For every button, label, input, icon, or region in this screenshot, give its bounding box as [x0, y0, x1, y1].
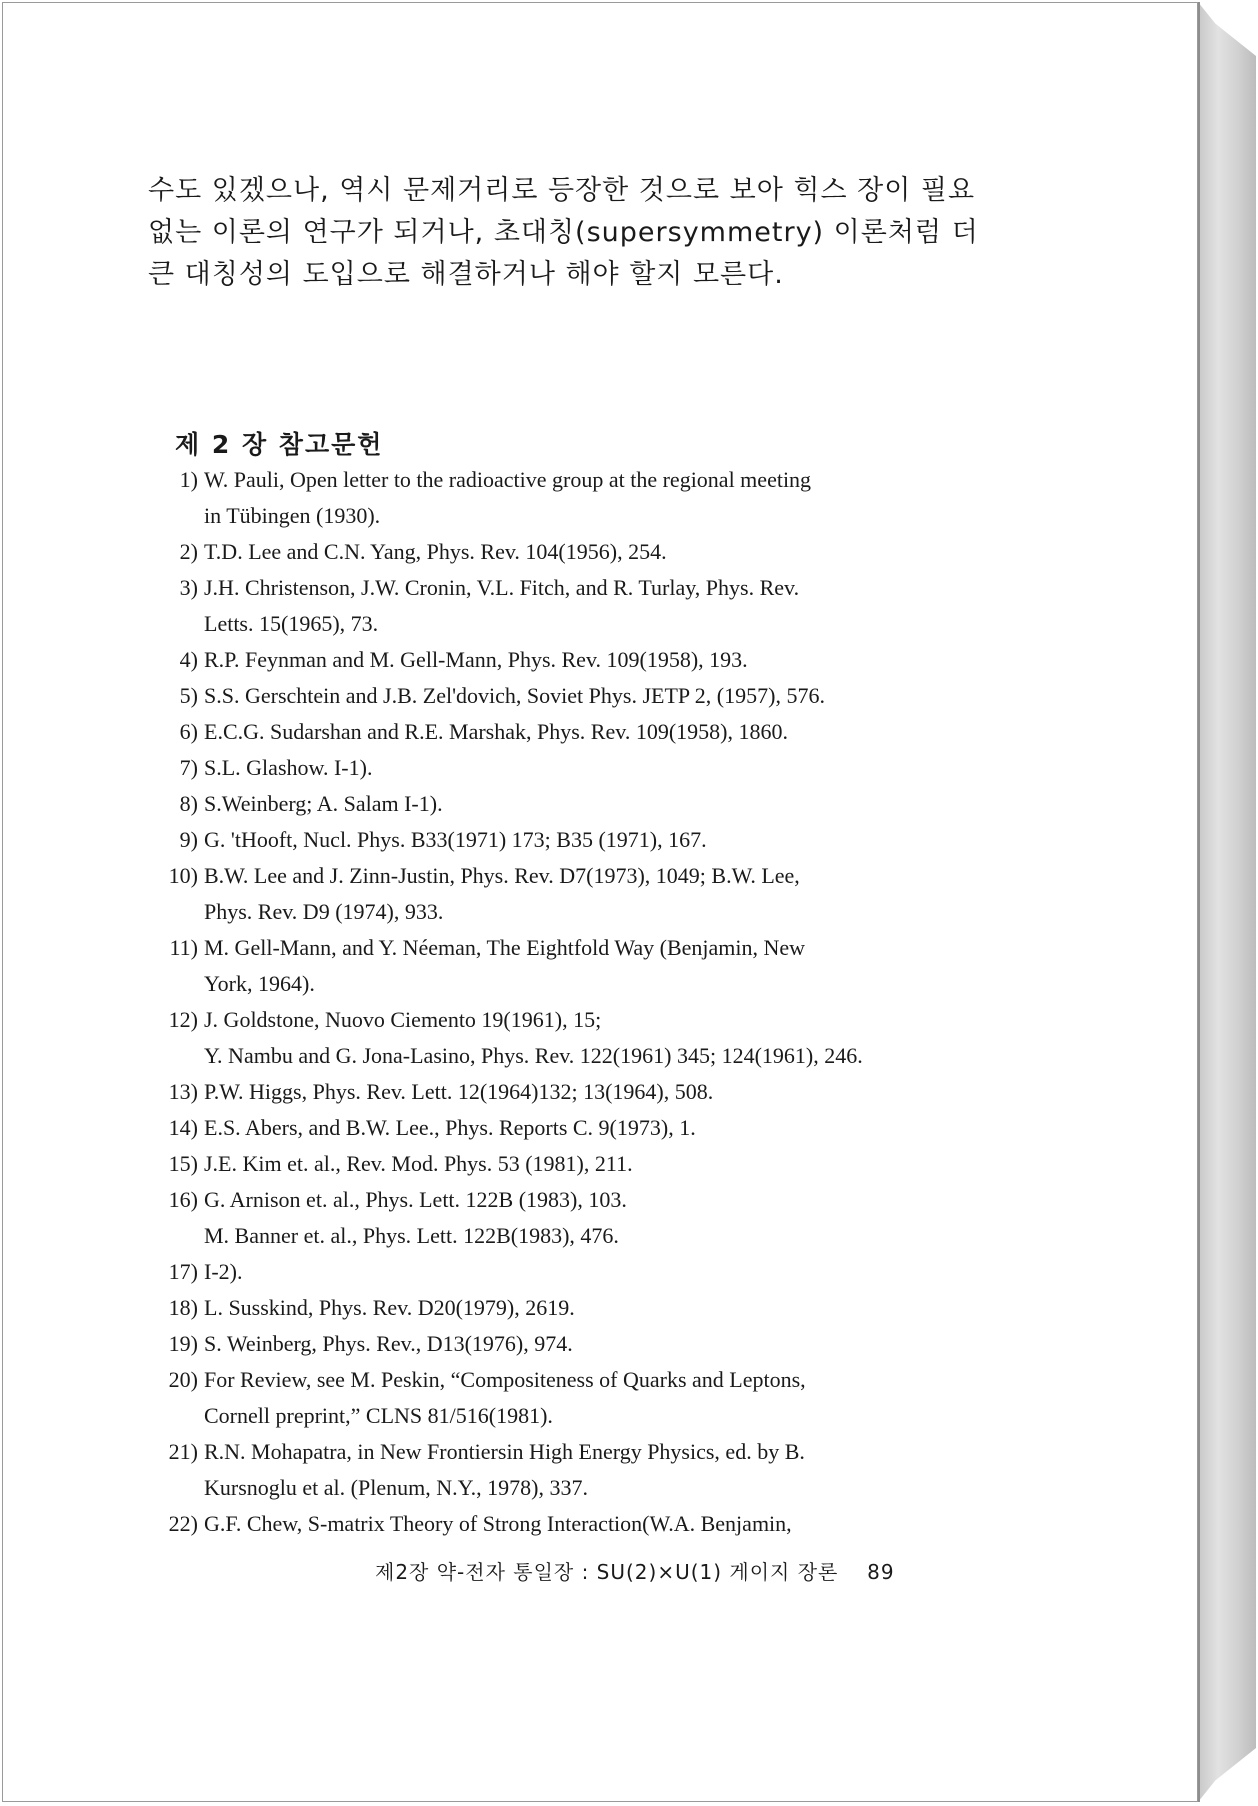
reference-line: R.P. Feynman and M. Gell-Mann, Phys. Rev. 109(1958), 193. — [204, 647, 748, 672]
reference-line: York, 1964). — [204, 971, 315, 996]
reference-item — [148, 642, 998, 678]
reference-line: J. Goldstone, Nuovo Ciemento 19(1961), 15; — [204, 1007, 602, 1032]
reference-line: E.S. Abers, and B.W. Lee., Phys. Reports C. 9(1973), 1. — [204, 1115, 696, 1140]
reference-text — [204, 534, 998, 570]
body-line-1: 수도 있겠으나, 역시 문제거리로 등장한 것으로 보아 힉스 장이 필요 — [148, 175, 976, 206]
reference-line: Cornell preprint,” CLNS 81/516(1981). — [204, 1403, 553, 1428]
body-line-3: 큰 대칭성의 도입으로 해결하거나 해야 할지 모른다. — [148, 259, 784, 290]
reference-text — [204, 858, 998, 930]
reference-number: 12) — [168, 1007, 198, 1032]
reference-text — [204, 1254, 998, 1290]
reference-number: 6) — [179, 719, 198, 744]
reference-text — [204, 1434, 998, 1506]
reference-line: Y. Nambu and G. Jona-Lasino, Phys. Rev. 122(1961) 345; 124(1961), 246. — [204, 1043, 863, 1068]
reference-line: Kursnoglu et al. (Plenum, N.Y., 1978), 337. — [204, 1475, 588, 1500]
reference-item — [148, 786, 998, 822]
reference-item — [148, 1074, 998, 1110]
reference-number: 21) — [168, 1439, 198, 1464]
reference-text — [204, 1110, 998, 1146]
reference-number: 14) — [168, 1115, 198, 1140]
reference-line: S.L. Glashow. I-1). — [204, 755, 373, 780]
reference-number: 20) — [168, 1367, 198, 1392]
reference-item — [148, 462, 998, 534]
reference-text — [204, 1290, 998, 1326]
reference-item — [148, 1506, 998, 1542]
reference-number: 3) — [179, 575, 198, 600]
reference-line: I-2). — [204, 1259, 243, 1284]
reference-line: G. Arnison et. al., Phys. Lett. 122B (1983), 103. — [204, 1187, 627, 1212]
reference-item — [148, 1146, 998, 1182]
reference-number: 15) — [168, 1151, 198, 1176]
reference-number: 10) — [168, 863, 198, 888]
reference-line: E.C.G. Sudarshan and R.E. Marshak, Phys. Rev. 109(1958), 1860. — [204, 719, 788, 744]
footer-chapter-title: 제2장 약-전자 통일장 : SU(2)×U(1) 게이지 장론 — [375, 1560, 839, 1584]
reference-line: T.D. Lee and C.N. Yang, Phys. Rev. 104(1956), 254. — [204, 539, 667, 564]
section-title: 제 2 장 참고문헌 — [175, 430, 384, 459]
reference-line: G.F. Chew, S-matrix Theory of Strong Interaction(W.A. Benjamin, — [204, 1511, 792, 1536]
reference-text — [204, 1326, 998, 1362]
reference-text — [204, 642, 998, 678]
reference-text — [204, 570, 998, 642]
reference-line: S.Weinberg; A. Salam I-1). — [204, 791, 443, 816]
reference-item — [148, 678, 998, 714]
reference-line: W. Pauli, Open letter to the radioactive group at the regional meeting — [204, 467, 812, 492]
reference-number: 9) — [179, 827, 198, 852]
reference-item — [148, 1110, 998, 1146]
reference-item — [148, 822, 998, 858]
reference-text — [204, 786, 998, 822]
reference-item — [148, 1362, 998, 1434]
reference-number: 4) — [179, 647, 198, 672]
reference-text — [204, 930, 998, 1002]
reference-item — [148, 534, 998, 570]
reference-text — [204, 462, 998, 534]
reference-item — [148, 858, 998, 930]
body-line-2: 없는 이론의 연구가 되거나, 초대칭(supersymmetry) 이론처럼 더 — [148, 217, 979, 248]
reference-text — [204, 1182, 998, 1254]
reference-number: 18) — [168, 1295, 198, 1320]
reference-line: P.W. Higgs, Phys. Rev. Lett. 12(1964)132; 13(1964), 508. — [204, 1079, 714, 1104]
reference-item — [148, 714, 998, 750]
reference-number: 22) — [168, 1511, 198, 1536]
reference-number: 2) — [179, 539, 198, 564]
reference-line: S. Weinberg, Phys. Rev., D13(1976), 974. — [204, 1331, 573, 1356]
reference-item — [148, 750, 998, 786]
reference-line: For Review, see M. Peskin, “Compositeness of Quarks and Leptons, — [204, 1367, 806, 1392]
reference-number: 17) — [168, 1259, 198, 1284]
page-edge-stack — [1198, 2, 1256, 1802]
page-footer — [375, 1556, 895, 1585]
reference-item — [148, 1254, 998, 1290]
reference-line: S.S. Gerschtein and J.B. Zel'dovich, Soviet Phys. JETP 2, (1957), 576. — [204, 683, 825, 708]
reference-item — [148, 1182, 998, 1254]
body-paragraph — [148, 170, 988, 296]
reference-line: M. Gell-Mann, and Y. Néeman, The Eightfold Way (Benjamin, New — [204, 935, 806, 960]
reference-number: 7) — [179, 755, 198, 780]
reference-item — [148, 1002, 998, 1074]
reference-item — [148, 1434, 998, 1506]
reference-text — [204, 1002, 998, 1074]
reference-number: 5) — [179, 683, 198, 708]
reference-text — [204, 1506, 998, 1542]
reference-item — [148, 930, 998, 1002]
reference-number: 16) — [168, 1187, 198, 1212]
reference-item — [148, 1326, 998, 1362]
reference-line: in Tübingen (1930). — [204, 503, 381, 528]
reference-number: 19) — [168, 1331, 198, 1356]
reference-item — [148, 570, 998, 642]
reference-text — [204, 1074, 998, 1110]
reference-line: M. Banner et. al., Phys. Lett. 122B(1983), 476. — [204, 1223, 619, 1248]
reference-text — [204, 750, 998, 786]
reference-line: J.E. Kim et. al., Rev. Mod. Phys. 53 (1981), 211. — [204, 1151, 633, 1176]
page-number: 89 — [867, 1560, 895, 1584]
reference-text — [204, 1146, 998, 1182]
reference-line: R.N. Mohapatra, in New Frontiersin High Energy Physics, ed. by B. — [204, 1439, 805, 1464]
page-edge-line — [1198, 2, 1200, 1802]
reference-line: G. 'tHooft, Nucl. Phys. B33(1971) 173; B35 (1971), 167. — [204, 827, 707, 852]
reference-number: 13) — [168, 1079, 198, 1104]
reference-line: J.H. Christenson, J.W. Cronin, V.L. Fitch, and R. Turlay, Phys. Rev. — [204, 575, 800, 600]
reference-text — [204, 714, 998, 750]
reference-item — [148, 1290, 998, 1326]
reference-number: 8) — [179, 791, 198, 816]
reference-number: 11) — [169, 935, 198, 960]
reference-text — [204, 822, 998, 858]
reference-list — [148, 462, 998, 1542]
reference-line: L. Susskind, Phys. Rev. D20(1979), 2619. — [204, 1295, 575, 1320]
reference-number: 1) — [179, 467, 198, 492]
reference-line: Letts. 15(1965), 73. — [204, 611, 379, 636]
reference-line: B.W. Lee and J. Zinn-Justin, Phys. Rev. D7(1973), 1049; B.W. Lee, — [204, 863, 800, 888]
reference-line: Phys. Rev. D9 (1974), 933. — [204, 899, 444, 924]
reference-text — [204, 678, 998, 714]
reference-text — [204, 1362, 998, 1434]
